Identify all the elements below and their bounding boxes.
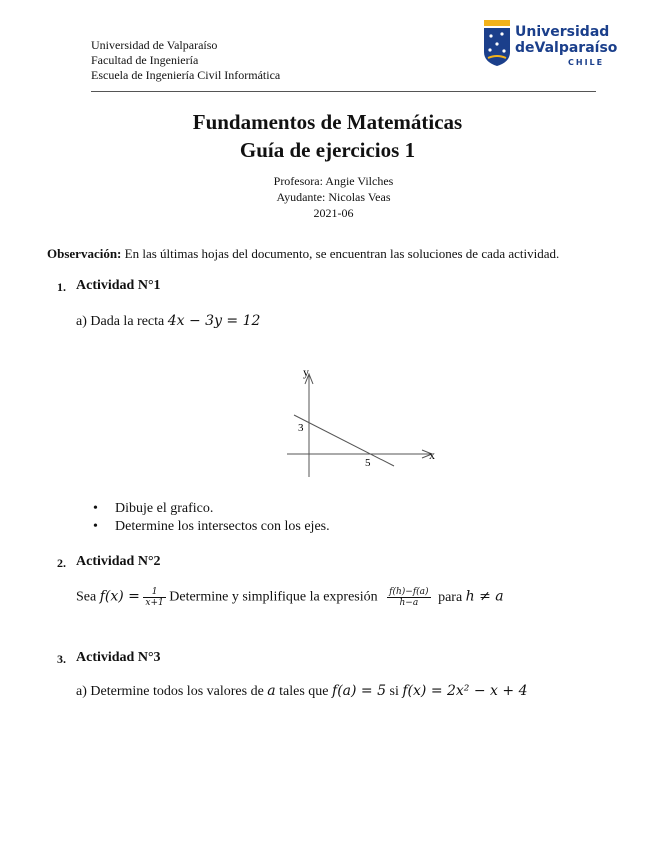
instruction-text: Determine y simplifique la expresión [169, 589, 378, 605]
page-subtitle: Guía de ejercicios 1 [239, 138, 416, 162]
observation-label: Observación: [47, 246, 122, 261]
fraction-1-numerator: 1 [143, 587, 165, 598]
y-axis-label: y [303, 365, 309, 379]
fraction-1 [143, 587, 165, 608]
difference-quotient-numerator: f(h)−f(a) [389, 587, 429, 597]
header-school: Escuela de Ingeniería Civil Informática [91, 68, 281, 82]
ayudante-line: Ayudante: Nicolas Veas [276, 190, 391, 204]
profesora-line: Profesora: Angie Vilches [273, 174, 394, 188]
observation [47, 246, 559, 262]
line-equation: 4x − 3y = 12 [167, 313, 261, 329]
bullet-2-text: Determine los intersectos con los ejes. [115, 519, 330, 534]
si-word: si [389, 684, 399, 699]
logo-name-line2: deValparaíso [515, 40, 618, 56]
activity-1-title: Actividad N°1 [76, 278, 161, 293]
condition: h ≠ a [465, 588, 504, 605]
activity-3-item-a [76, 683, 528, 700]
header-faculty: Facultad de Ingeniería [91, 53, 199, 67]
x-axis-label: x [429, 448, 435, 462]
item-a-label: a) [76, 314, 87, 329]
activity-2-number: 2. [57, 556, 66, 570]
x-intercept-label: 5 [365, 457, 371, 469]
header-divider [91, 91, 596, 92]
activity-2-statement [76, 587, 504, 608]
bullet-dot: • [93, 501, 98, 516]
logo-name-line1: Universidad [515, 24, 610, 40]
bullet-dot: • [93, 519, 98, 534]
date-line: 2021-06 [313, 206, 354, 220]
logo-country: CHILE [568, 58, 605, 67]
condition-fa: f(a) = 5 [332, 683, 387, 699]
activity-1-number: 1. [57, 280, 66, 294]
line-graph [282, 362, 442, 482]
bullet-2 [93, 518, 330, 536]
item-a-text: Dada la recta [90, 314, 165, 329]
variable-a: a [267, 683, 276, 699]
header-university: Universidad de Valparaíso [91, 38, 218, 52]
function-definition: f(x) = [99, 588, 140, 605]
sea-word: Sea [76, 589, 97, 605]
activity-3-number: 3. [57, 652, 66, 666]
bullet-1 [93, 500, 213, 518]
observation-text: En las últimas hojas del documento, se encuentran las soluciones de cada actividad. [121, 246, 560, 261]
bullet-1-text: Dibuje el grafico. [115, 501, 214, 516]
activity-1-item-a [76, 313, 260, 330]
para-word: para [438, 589, 463, 605]
activity-3-title: Actividad N°3 [76, 650, 161, 665]
university-logo [482, 18, 618, 74]
difference-quotient [387, 587, 430, 608]
graph-svg [282, 362, 442, 482]
page-title: Fundamentos de Matemáticas [192, 110, 463, 134]
function-fx: f(x) = 2x² − x + 4 [402, 683, 528, 699]
tales-que: tales que [279, 684, 329, 699]
item-a-label: a) [76, 684, 87, 699]
difference-quotient-denominator: h−a [399, 598, 419, 608]
activity-2-title: Actividad N°2 [76, 554, 161, 569]
y-intercept-label: 3 [298, 422, 304, 434]
fraction-1-denominator: x+1 [145, 598, 164, 608]
item-a-text: Determine todos los valores de [90, 684, 264, 699]
crest-icon [482, 18, 512, 68]
